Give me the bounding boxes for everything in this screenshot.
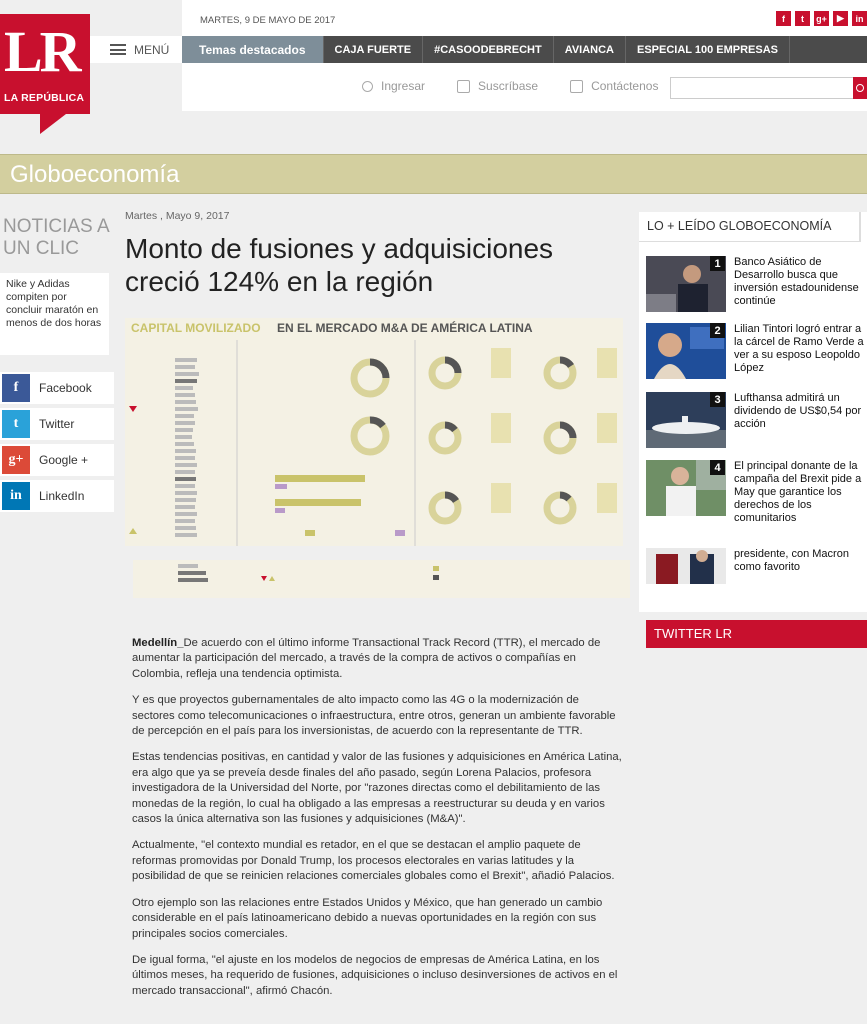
facebook-icon: f: [2, 374, 30, 402]
hamburger-icon: [110, 44, 126, 55]
top-bar: [182, 0, 867, 36]
rank-badge: 2: [710, 323, 725, 338]
main-nav: [90, 36, 867, 63]
contact-label: Contáctenos: [591, 79, 659, 93]
most-read-title: Lufthansa admitirá un dividendo de US$0,54 por acción: [734, 392, 862, 430]
article-body: [132, 636, 622, 1010]
infographic-gap: [0, 546, 646, 560]
user-icon: [362, 81, 373, 92]
noticias-title: NOTICIAS A UN CLIC: [3, 216, 109, 259]
nav-caja-fuerte[interactable]: CAJA FUERTE: [324, 36, 424, 63]
rank-badge: 1: [710, 256, 725, 271]
most-read-title: Lilian Tintori logró entrar a la cárcel de Ramo Verde a ver a su esposo Leopoldo López: [734, 323, 864, 374]
nav-items: [182, 36, 790, 63]
article-paragraph: [132, 636, 622, 682]
article-paragraph: Y es que proyectos gubernamentales de alto impacto como las 4G o la modernización de sectores como telecomunicaciones o infraestructura, entre otros, generan un ambiente favorable de percepción en el país para los inversionistas, de acuerdo con la representante de TTR.: [132, 694, 616, 738]
share-label: Facebook: [39, 381, 92, 395]
most-read-tab[interactable]: LO + LEÍDO GLOBOECONOMÍA: [639, 212, 861, 242]
menu-button[interactable]: [90, 36, 182, 63]
google-plus-icon[interactable]: g+: [814, 11, 829, 26]
subscribe-link[interactable]: [457, 79, 538, 93]
most-read-title: El principal donante de la campaña del Brexit pide a May que garantice los derechos de los comunitarios: [734, 460, 862, 524]
login-label: Ingresar: [381, 79, 426, 93]
login-link[interactable]: [362, 79, 425, 93]
section-banner: [0, 154, 867, 194]
infographic-title-a: CAPITAL MOVILIZADO: [131, 321, 261, 335]
social-links: [776, 11, 867, 26]
user-bar: [182, 63, 867, 111]
paragraph-text: De acuerdo con el último informe Transactional Track Record (TTR), el mercado de aumentar la participación del mercado, a través de la compra de activos o compañías en Colombia, refleja una tendencia optimista.: [132, 637, 601, 680]
share-facebook-button[interactable]: [0, 372, 114, 404]
infographic-graphic: [125, 318, 623, 546]
linkedin-icon: in: [2, 482, 30, 510]
most-read-title: Banco Asiático de Desarrollo busca que inversión estadounidense continúe: [734, 256, 859, 307]
nav-temas-destacados[interactable]: Temas destacados: [182, 36, 324, 63]
logo-subtitle: LA REPÚBLICA: [4, 92, 85, 104]
share-google-button[interactable]: [0, 444, 114, 476]
nav-especial-100-empresas[interactable]: ESPECIAL 100 EMPRESAS: [626, 36, 790, 63]
most-read-item[interactable]: [646, 392, 867, 452]
twitter-header: TWITTER LR: [646, 620, 867, 648]
article-title: Monto de fusiones y adquisiciones creció 124% en la región: [125, 233, 554, 297]
article-header: [125, 210, 630, 298]
section-title: Globoeconomía: [10, 161, 180, 188]
contact-link[interactable]: [570, 79, 658, 93]
most-read-title: presidente, con Macron como favorito: [734, 548, 849, 573]
share-label: Google +: [39, 453, 89, 467]
mail-icon: [570, 80, 583, 93]
logo-tail: [40, 114, 66, 134]
site-header: [0, 0, 867, 140]
article-date: Martes , Mayo 9, 2017: [125, 210, 230, 222]
logo-mark: LR: [4, 19, 79, 84]
twitter-icon[interactable]: t: [795, 11, 810, 26]
edit-icon: [457, 80, 470, 93]
noticia-link[interactable]: Nike y Adidas compiten por concluir maratón en menos de dos horas: [0, 273, 109, 355]
thumbnail: [646, 548, 726, 584]
article-paragraph: Actualmente, "el contexto mundial es retador, en el que se destacan el amplio paquete de reformas promovidas por Donald Trump, los procesos electorales en varias latitudes y la posibilidad de que se reinicien relaciones comerciales globales como el Brexit", añadió Palacios.: [132, 839, 615, 883]
share-label: Twitter: [39, 417, 75, 431]
article-paragraph: Estas tendencias positivas, en cantidad y valor de las fusiones y adquisiciones en América Latina, era algo que ya se preveía desde finales del año pasado, según Lorena Palacios, profesora investigadora de la Universidad del Norte, por "razones directas como el debilitamiento de las monedas de la región, lo cual ha obligado a las empresas a reestructurar su deuda y en varios casos la única alternativa son las fusiones y adquisiciones (M&A)".: [132, 751, 622, 826]
nav-avianca[interactable]: AVIANCA: [554, 36, 626, 63]
search-input[interactable]: [670, 77, 854, 99]
search-icon: [856, 84, 864, 92]
menu-label: MENÚ: [134, 42, 170, 57]
share-linkedin-button[interactable]: [0, 480, 114, 512]
twitter-icon: t: [2, 410, 30, 438]
article-paragraph: De igual forma, "el ajuste en los modelos de negocios de empresas de América Latina, en los últimos meses, ha requerido de fusiones, adquisiciones o incluso desinversiones de activos en el mercado transaccional", afirmó Chacón.: [132, 953, 618, 997]
infographic-image: [125, 318, 623, 546]
subscribe-label: Suscríbase: [478, 79, 539, 93]
google-plus-icon: g+: [2, 446, 30, 474]
site-logo[interactable]: [0, 14, 90, 132]
rank-badge: 3: [710, 392, 725, 407]
share-label: LinkedIn: [39, 489, 85, 503]
search-button[interactable]: [853, 77, 867, 99]
most-read-item[interactable]: [646, 256, 867, 316]
infographic-title-b: EN EL MERCADO M&A DE AMÉRICA LATINA: [277, 321, 533, 335]
facebook-icon[interactable]: f: [776, 11, 791, 26]
infographic-footer-graphic: [133, 560, 630, 598]
nav-caso-odebrecht[interactable]: #CASOODEBRECHT: [423, 36, 554, 63]
most-read-item[interactable]: [646, 323, 867, 383]
dateline: Medellín_: [132, 637, 184, 649]
share-twitter-button[interactable]: [0, 408, 114, 440]
infographic-footer: [133, 560, 630, 598]
share-buttons: [0, 372, 114, 516]
youtube-icon[interactable]: ▶: [833, 11, 848, 26]
most-read-panel: [639, 212, 867, 612]
article-paragraph: Otro ejemplo son las relaciones entre Estados Unidos y México, que han generado un cambio considerable en el país latinoamericano debido a nuevas oportunidades en la región con sus principales socios comerciales.: [132, 896, 603, 940]
header-date: MARTES, 9 DE MAYO DE 2017: [200, 15, 336, 26]
linkedin-icon[interactable]: in: [852, 11, 867, 26]
left-column: [0, 216, 120, 503]
rank-badge: 4: [710, 460, 725, 475]
most-read-item[interactable]: [646, 548, 867, 594]
most-read-item[interactable]: [646, 460, 867, 524]
